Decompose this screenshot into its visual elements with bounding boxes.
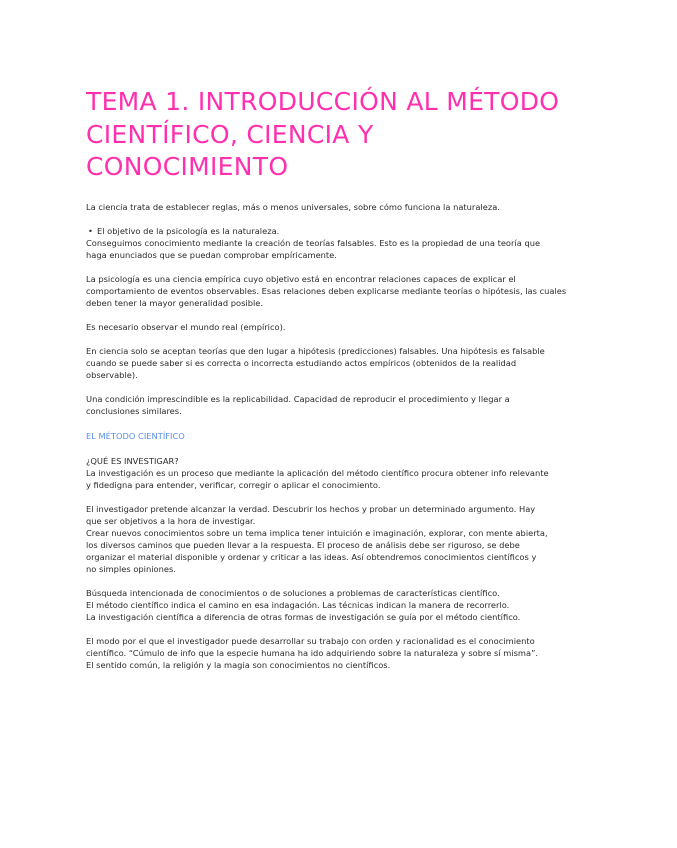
text-line: Crear nuevos conocimientos sobre un tema implica tener intuición e imaginación, explorar, con mente abierta, xyxy=(86,527,548,538)
paragraph-intro xyxy=(86,201,591,213)
text-line: científico. “Cúmulo de info que la especie humana ha ido adquiriendo sobre la naturaleza y sobre sí misma”. xyxy=(86,647,539,658)
text-line: que ser objetivos a la hora de investigar. xyxy=(86,515,256,526)
text-line: observable). xyxy=(86,369,138,380)
paragraph-observe xyxy=(86,321,591,333)
text-line: Búsqueda intencionada de conocimientos o de soluciones a problemas de características científico. xyxy=(86,587,500,598)
text-line: La psicología es una ciencia empírica cuyo objetivo está en encontrar relaciones capaces de explicar el xyxy=(86,273,516,284)
text-line: cuando se puede saber si es correcta o incorrecta estudiando actos empíricos (obtenidos de la realidad xyxy=(86,357,517,368)
text-line: La investigación científica a diferencia de otras formas de investigación se guía por el método científico. xyxy=(86,611,521,622)
text-line: organizar el material disponible y ordenar y criticar a las ideas. Así obtendremos conocimientos científicos y xyxy=(86,551,537,562)
section-heading: EL MÉTODO CIENTÍFICO xyxy=(86,430,185,441)
title-line: TEMA 1. INTRODUCCIÓN AL MÉTODO xyxy=(86,87,560,116)
paragraph-replicability xyxy=(86,393,591,417)
text-line: El modo por el que el investigador puede desarrollar su trabajo con orden y racionalidad es el conocimiento xyxy=(86,635,535,646)
paragraph-investigar xyxy=(86,455,591,491)
text-line: El sentido común, la religión y la magia son conocimientos no científicos. xyxy=(86,659,391,670)
text-line: Una condición imprescindible es la replicabilidad. Capacidad de reproducir el procedimiento y llegar a xyxy=(86,393,510,404)
text-line: ¿QUÉ ES INVESTIGAR? xyxy=(86,455,179,466)
text-line: no simples opiniones. xyxy=(86,563,176,574)
text-line: haga enunciados que se puedan comprobar empíricamente. xyxy=(86,249,337,260)
paragraph-busqueda xyxy=(86,587,591,623)
bullet-item: • El objetivo de la psicología es la naturaleza. xyxy=(86,225,591,237)
text-line: La ciencia trata de establecer reglas, más o menos universales, sobre cómo funciona la naturaleza. xyxy=(86,201,500,212)
text-line: deben tener la mayor generalidad posible. xyxy=(86,297,264,308)
title-line: CIENTÍFICO, CIENCIA Y xyxy=(86,119,374,149)
page-title xyxy=(86,86,591,184)
text-line: comportamiento de eventos observables. Esas relaciones deben explicarse mediante teorías o hipótesis, las cuales xyxy=(86,285,567,296)
paragraph-investigador xyxy=(86,503,591,575)
text-line: En ciencia solo se aceptan teorías que den lugar a hipótesis (predicciones) falsables. Una hipótesis es falsable xyxy=(86,345,545,356)
paragraph-psychology xyxy=(86,273,591,309)
text-line: Conseguimos conocimiento mediante la creación de teorías falsables. Esto es la propiedad de una teoría que xyxy=(86,237,541,248)
text-line: El método científico indica el camino en esa indagación. Las técnicas indican la manera de recorrerlo. xyxy=(86,599,510,610)
text-line: y fidedigna para entender, verificar, corregir o aplicar el conocimiento. xyxy=(86,479,381,490)
text-line: conclusiones similares. xyxy=(86,405,182,416)
text-line: los diversos caminos que pueden llevar a la respuesta. El proceso de análisis debe ser riguroso, se debe xyxy=(86,539,520,550)
text-line: La investigación es un proceso que mediante la aplicación del método científico procura obtener info relevante xyxy=(86,467,549,478)
paragraph-conocimiento xyxy=(86,635,591,671)
title-line: CONOCIMIENTO xyxy=(86,152,289,181)
paragraph-objective xyxy=(86,225,591,261)
text-line: El investigador pretende alcanzar la verdad. Descubrir los hechos y probar un determinado argumento. Hay xyxy=(86,503,536,514)
text-line: Es necesario observar el mundo real (empírico). xyxy=(86,321,286,332)
paragraph-falsable xyxy=(86,345,591,381)
